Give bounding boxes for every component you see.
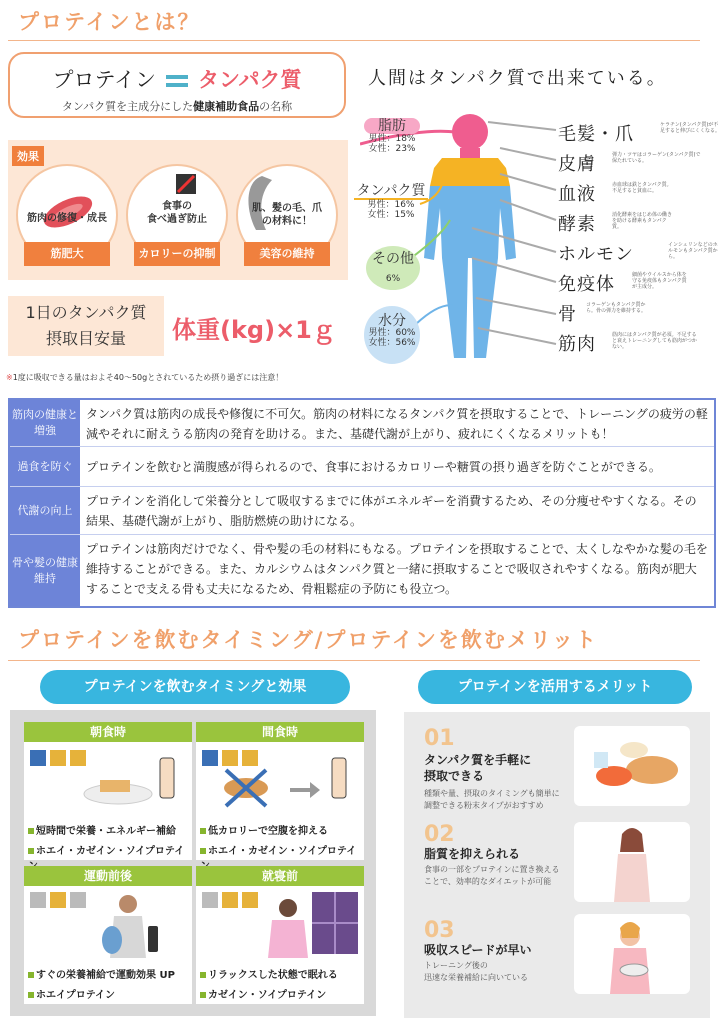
merit-desc: トレーニング後の 迅速な栄養補給に向いている	[424, 961, 528, 982]
part-hair: 毛髪・爪	[558, 124, 634, 145]
table-row: 筋肉の健康と増強 タンパク質は筋肉の成長や修復に不可欠。筋肉の材料になるタンパク質を摂取することで、トレーニングの疲労の軽減やそれに耐えうる筋肉の発育を助ける。また、基礎代謝が上がり、疲れにくくなるメリットも！	[10, 400, 714, 446]
breakfast-icon	[28, 748, 188, 808]
cell-head: 間食時	[196, 722, 364, 742]
effect-text: 食べ過ぎ防止	[147, 214, 207, 225]
bedtime-icon	[200, 890, 360, 960]
snack-icon	[200, 748, 360, 808]
no-food-icon	[174, 172, 198, 196]
effect-circle-beauty	[236, 164, 338, 266]
part-desc: 赤血球は鉄とタンパク質。不足すると貧血に。	[612, 182, 672, 194]
muscle-icon	[36, 180, 100, 240]
part-muscle: 筋肉	[558, 334, 596, 355]
effects-tag: 効果	[12, 146, 44, 166]
food-image-icon	[574, 726, 690, 806]
cell-bullet: ホエイ・カゼイン・ソイプロテイ	[200, 842, 364, 872]
timing-pill: プロテインを飲むタイミングと効果	[40, 670, 350, 704]
part-desc: 細菌やウイルスから体を守る免疫体もタンパク質が主成分。	[632, 272, 687, 290]
table-row: 骨や髪の健康維持 プロテインは筋肉だけでなく、骨や髪の毛の材料にもなる。プロテインを摂取することで、太くしなやかな髪の毛を維持することができる。また、カルシウムはタンパク質と一緒に摂取することで吸収されやすくなる。筋肉が肥大することで支える骨も丈夫になるため、骨粗鬆症の予防にも役立つ。	[10, 534, 714, 606]
cell-bullet: ホエイ・カゼイン・ソイプロテイ	[28, 842, 192, 872]
merit-desc: 食事の一部をプロテインに置き換える ことで、効率的なダイエットが可能	[424, 865, 560, 886]
effect-bar: カロリーの抑制	[134, 242, 220, 266]
merit-title: 脂質を抑えられる	[424, 847, 521, 861]
cell-bullet: すぐの栄養補給で運動効果 UP	[28, 966, 175, 981]
comp-protein: タンパク質 男性：16% 女性：15%	[354, 184, 428, 220]
part-enzyme: 酵素	[558, 214, 596, 235]
merit-desc: 種類や量、摂取のタイミングも簡単に 調整できる粉末タイプがおすすめ	[424, 789, 560, 810]
part-desc: ケラチン(タンパク質)が不足すると伸びにくくなる。	[660, 122, 721, 134]
protein-word: プロテイン	[52, 68, 156, 92]
merit-pill: プロテインを活用するメリット	[418, 670, 692, 704]
cell-head: 朝食時	[24, 722, 192, 742]
timing-cell-snack	[196, 722, 364, 860]
woman-image-icon	[574, 822, 690, 902]
part-bone: 骨	[558, 304, 577, 325]
cell-bullet: 短時間で栄養・エネルギー補給	[28, 822, 176, 837]
section-title-timing: プロテインを飲むタイミング/プロテインを飲むメリット	[18, 628, 599, 652]
merit-title: タンパク質を手軽に 摂取できる	[424, 753, 532, 783]
daily-intake-label: 1日のタンパク質 摂取目安量	[8, 296, 164, 356]
divider	[8, 40, 700, 41]
effect-circle-calorie	[126, 164, 228, 266]
table-row: 過食を防ぐ プロテインを飲むと満腹感が得られるので、食事におけるカロリーや糖質の摂り過ぎを防ぐことができる。	[10, 446, 714, 486]
merit-title: 吸収スピードが早い	[424, 943, 532, 957]
part-desc: 弾力・ツヤはコラーゲン(タンパク質)で保たれている。	[612, 152, 701, 164]
comp-other: その他 6%	[366, 246, 420, 290]
tanpaku-word: タンパク質	[198, 68, 302, 92]
body-headline: 人間はタンパク質で出来ている。	[368, 68, 667, 89]
cell-bullet: リラックスした状態で眠れる	[200, 966, 338, 981]
effect-text: の材料に！	[262, 216, 312, 227]
divider	[8, 660, 700, 661]
timing-cell-breakfast	[24, 722, 192, 860]
definition-subtitle: タンパク質を主成分にした健康補助食品の名称	[61, 100, 293, 113]
benefits-table	[8, 398, 716, 608]
part-immune: 免疫体	[558, 274, 615, 295]
daily-intake-value: 体重(kg)×1ｇ	[172, 316, 336, 344]
part-desc: 消化酵素をはじめ体の働きを助ける酵素もタンパク質。	[612, 212, 673, 230]
merit-number: 01	[424, 726, 455, 751]
effect-circle-muscle	[16, 164, 118, 266]
merit-number: 02	[424, 822, 455, 847]
intake-note: ※1度に吸収できる量はおよそ40〜50gとされているため摂り過ぎには注意！	[6, 373, 284, 382]
definition-box	[8, 52, 346, 118]
part-skin: 皮膚	[558, 154, 596, 175]
part-hormone: ホルモン	[558, 244, 634, 265]
effect-text: 筋肉の修復・成長	[27, 213, 107, 224]
effect-bar: 筋肥大	[24, 242, 110, 266]
timing-cell-exercise	[24, 866, 192, 1004]
part-desc: 筋肉にはタンパク質が必須。不足すると衰えトレーニングしても筋肉がつかない。	[612, 332, 697, 350]
timing-cell-bedtime	[196, 866, 364, 1004]
table-row: 代謝の向上 プロテインを消化して栄養分として吸収するまでに体がエネルギーを消費するため、その分痩せやすくなる。その結果、基礎代謝が上がり、脂肪燃焼の助けになる。	[10, 486, 714, 534]
equals-icon	[166, 75, 188, 87]
cell-head: 就寝前	[196, 866, 364, 886]
effects-panel	[8, 140, 348, 280]
exercise-icon	[28, 890, 188, 960]
part-desc: コラーゲンもタンパク質から。骨の弾力を維持する。	[586, 302, 647, 314]
cell-head: 運動前後	[24, 866, 192, 886]
section-title-protein: プロテインとは？	[18, 10, 201, 34]
comp-water: 水分 男性：60% 女性：56%	[364, 306, 420, 364]
comp-fat: 脂肪 男性：18% 女性：23%	[364, 118, 420, 154]
effect-text: 食事の	[162, 201, 192, 212]
part-desc: インシュリンなどのホルモンもタンパク質から。	[668, 242, 718, 260]
effect-bar: 美容の維持	[244, 242, 330, 266]
merit-number: 03	[424, 918, 455, 943]
cell-bullet: ホエイプロテイン	[28, 986, 115, 1001]
cell-bullet: 低カロリーで空腹を抑える	[200, 822, 328, 837]
drinking-image-icon	[574, 914, 690, 994]
part-blood: 血液	[558, 184, 596, 205]
cell-bullet: カゼイン・ソイプロテイン	[200, 986, 326, 1001]
effect-text: 肌、髪の毛、爪	[252, 203, 322, 214]
